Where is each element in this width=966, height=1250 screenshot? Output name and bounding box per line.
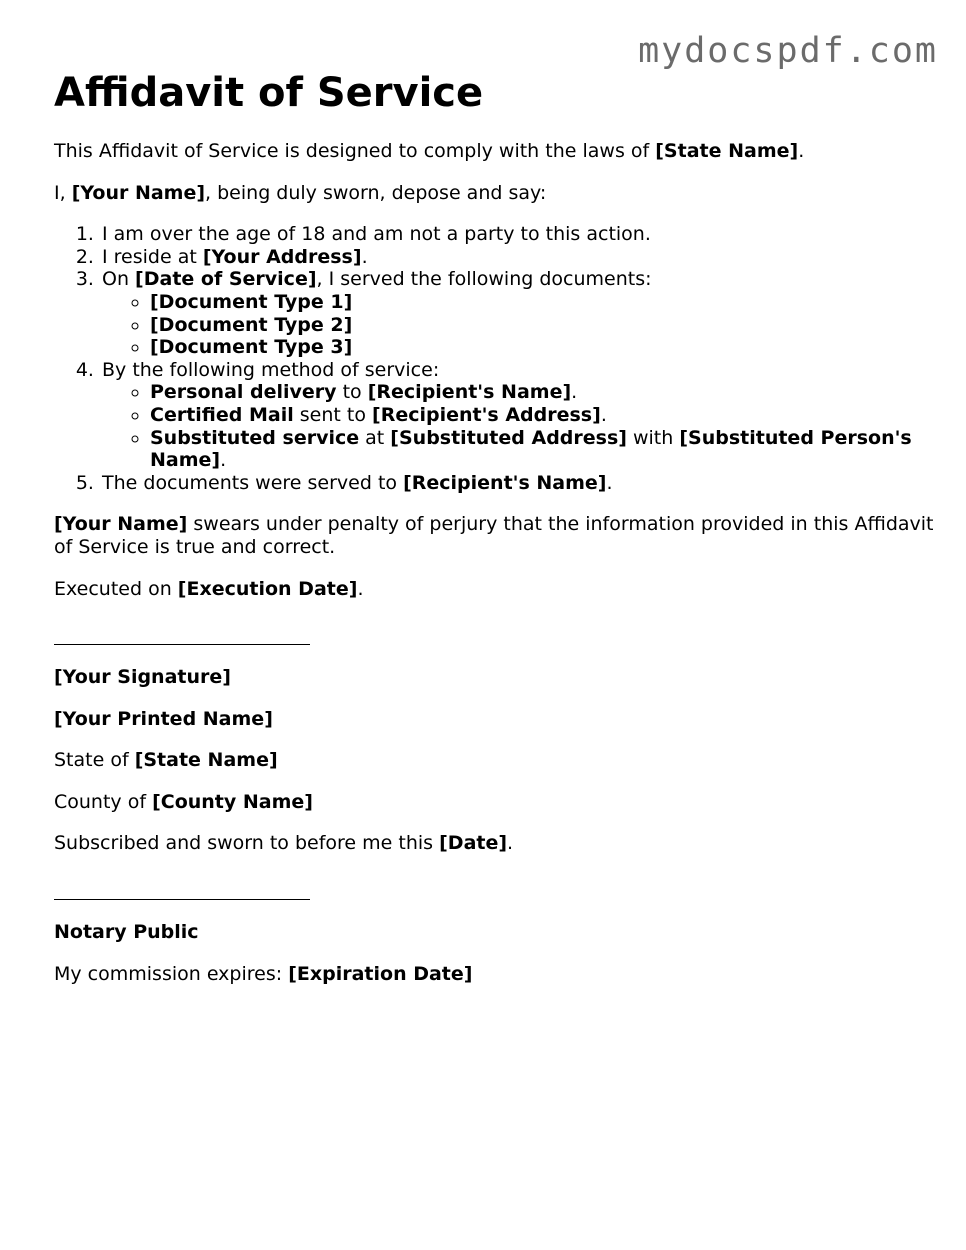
commission-paragraph xyxy=(54,963,934,986)
documents-list xyxy=(102,291,934,359)
executed-end: . xyxy=(357,577,364,600)
list-item-age xyxy=(100,223,934,246)
state-placeholder: [State Name] xyxy=(134,749,278,772)
method-substituted xyxy=(150,427,934,472)
method-end: . xyxy=(571,381,578,404)
statement-text: swears under penalty of perjury that the information provided in this Affidavit of Service is true and correct. xyxy=(54,513,934,558)
printed-name-placeholder: [Your Printed Name] xyxy=(54,707,273,730)
recipient-text: The documents were served to xyxy=(102,471,404,494)
sworn-end: . xyxy=(507,832,514,855)
document-item xyxy=(150,291,934,314)
residence-end: . xyxy=(361,245,368,268)
state-prefix: State of xyxy=(54,749,135,772)
method-certified xyxy=(150,404,934,427)
substituted-person-placeholder: [Substituted Person's Name] xyxy=(150,426,912,472)
sworn-text: Subscribed and sworn to before me this xyxy=(54,832,440,855)
watermark: mydocspdf.com xyxy=(638,31,938,71)
method-text: By the following method of service: xyxy=(102,358,440,381)
method-label: Certified Mail xyxy=(150,403,294,426)
county-paragraph xyxy=(54,791,934,814)
expiration-date-placeholder: [Expiration Date] xyxy=(288,962,473,985)
method-label: Substituted service xyxy=(150,426,360,449)
intro-text: This Affidavit of Service is designed to comply with the laws of xyxy=(54,140,656,162)
substituted-address-placeholder: [Substituted Address] xyxy=(390,426,627,449)
methods-list xyxy=(102,381,934,471)
intro-paragraph xyxy=(54,140,934,163)
method-personal xyxy=(150,381,934,404)
residence-text: I reside at xyxy=(102,245,203,268)
recipient-placeholder: [Recipient's Name] xyxy=(403,471,607,494)
list-item-recipient xyxy=(100,472,934,495)
oath-name-placeholder: [Your Name] xyxy=(71,181,206,204)
service-date-prefix: On xyxy=(102,268,136,291)
commission-prefix: My commission expires: xyxy=(54,962,289,985)
list-item-residence xyxy=(100,246,934,269)
state-paragraph xyxy=(54,749,934,772)
age-text: I am over the age of 18 and am not a party to this action. xyxy=(102,223,651,246)
document-type-placeholder: [Document Type 1] xyxy=(150,290,353,313)
address-placeholder: [Your Address] xyxy=(202,245,362,268)
sworn-paragraph xyxy=(54,832,934,855)
statement-paragraph xyxy=(54,513,934,558)
method-label: Personal delivery xyxy=(150,381,337,404)
oath-paragraph xyxy=(54,182,934,205)
intro-state-placeholder: [State Name] xyxy=(655,140,799,162)
document-page xyxy=(54,0,934,985)
document-item xyxy=(150,336,934,359)
sworn-date-placeholder: [Date] xyxy=(439,832,508,855)
notary-signature-line xyxy=(54,899,310,900)
oath-text: , being duly sworn, depose and say: xyxy=(205,181,547,204)
affidavit-list xyxy=(54,223,934,494)
notary-label: Notary Public xyxy=(54,921,199,944)
executed-prefix: Executed on xyxy=(54,577,178,600)
recipient-end: . xyxy=(606,471,613,494)
notary-paragraph xyxy=(54,921,934,944)
document-type-placeholder: [Document Type 2] xyxy=(150,313,353,336)
execution-date-placeholder: [Execution Date] xyxy=(177,577,358,600)
printed-name-paragraph xyxy=(54,708,934,731)
method-connector: at xyxy=(359,426,391,449)
oath-prefix: I, xyxy=(54,181,72,204)
method-connector: sent to xyxy=(293,403,373,426)
service-date-placeholder: [Date of Service] xyxy=(135,268,317,291)
intro-end: . xyxy=(798,140,805,162)
method-end: . xyxy=(600,403,607,426)
document-item xyxy=(150,314,934,337)
recipient-name-placeholder: [Recipient's Name] xyxy=(367,381,572,404)
document-type-placeholder: [Document Type 3] xyxy=(150,336,353,359)
signature-placeholder: [Your Signature] xyxy=(54,666,231,689)
county-prefix: County of xyxy=(54,790,153,813)
county-placeholder: [County Name] xyxy=(152,790,313,813)
document-title: Affidavit of Service xyxy=(54,70,484,116)
service-date-text: , I served the following documents: xyxy=(316,268,652,291)
method-end: . xyxy=(220,449,227,472)
method-connector: to xyxy=(336,381,368,404)
list-item-date-of-service xyxy=(100,268,934,358)
executed-paragraph xyxy=(54,578,934,601)
signature-line xyxy=(54,644,310,645)
method-with: with xyxy=(626,426,680,449)
list-item-method xyxy=(100,359,934,472)
statement-name-placeholder: [Your Name] xyxy=(54,513,188,536)
signature-paragraph xyxy=(54,666,934,689)
recipient-address-placeholder: [Recipient's Address] xyxy=(372,403,601,426)
